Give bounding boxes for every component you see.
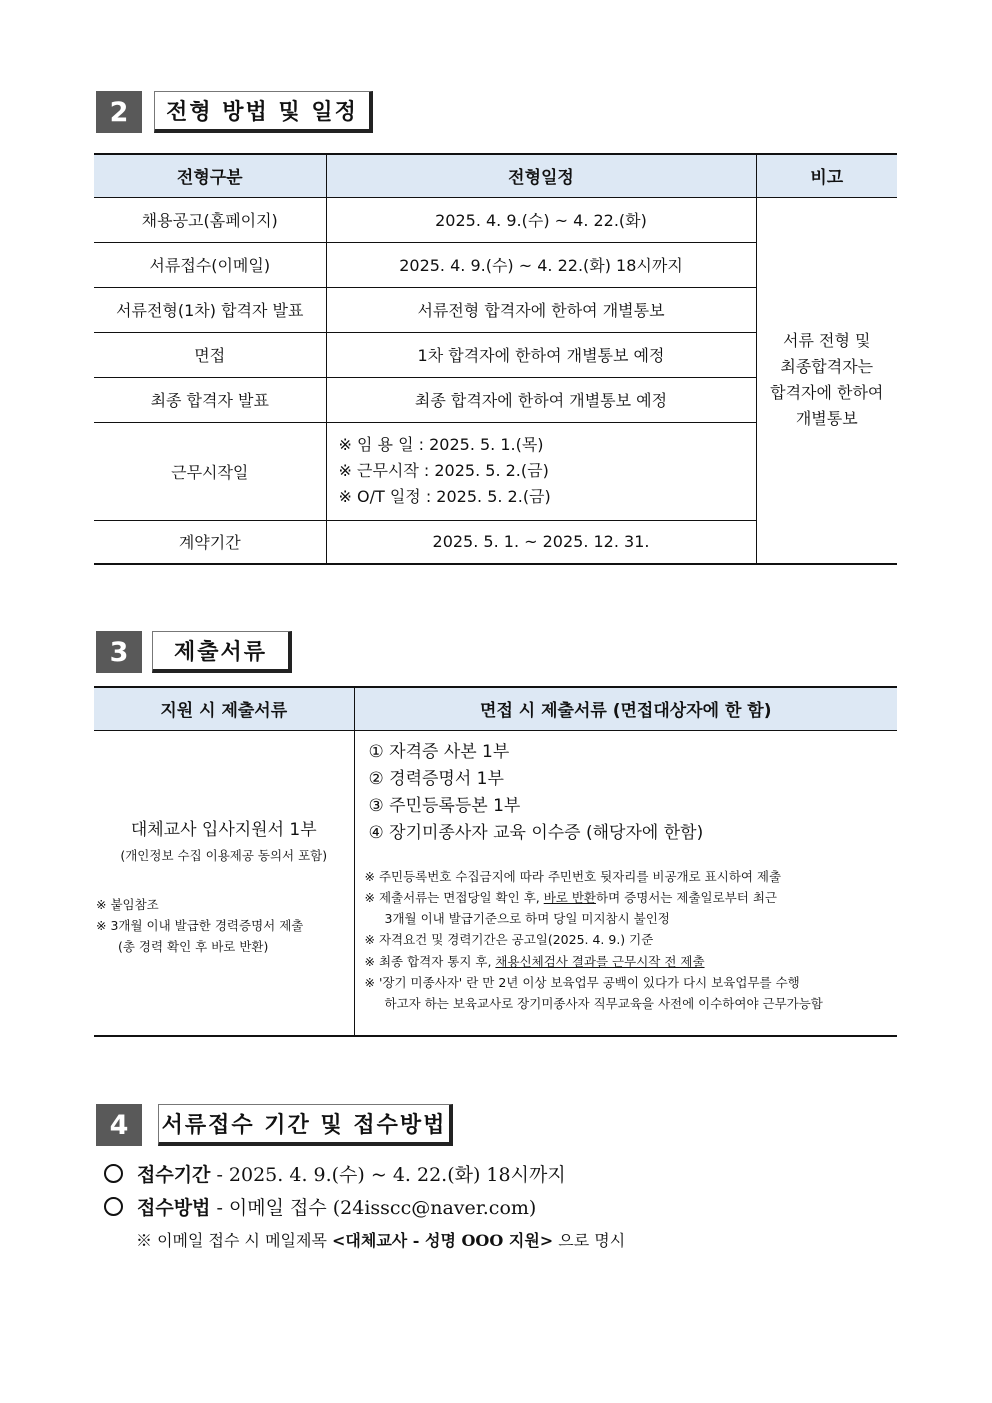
row-category: 계약기간: [94, 520, 326, 564]
section-number: 3: [96, 631, 142, 673]
header-remark: 비고: [756, 154, 897, 197]
note-line: ※ 주민등록번호 수집금지에 따라 주민번호 뒷자리를 비공개로 표시하여 제출: [364, 868, 782, 884]
apply-note: ※ 3개월 이내 발급한 경력증명서 제출: [96, 917, 304, 933]
circle-bullet-icon: [104, 1164, 123, 1183]
list-item: ② 경력증명서 1부: [368, 768, 504, 789]
label: 접수기간: [137, 1164, 211, 1186]
note-underline: 바로 반환: [543, 889, 596, 905]
header-interview-docs: 면접 시 제출서류 (면접대상자에 한 함): [354, 687, 897, 730]
value: - 이메일 접수 (24isscc@naver.com): [210, 1197, 537, 1219]
documents-table: [94, 686, 897, 1037]
apply-note: ※ 붙임참조: [96, 896, 159, 912]
section-title: 서류접수 기간 및 접수방법: [158, 1104, 453, 1146]
receipt-period: [104, 1160, 566, 1187]
schedule-table: [94, 153, 897, 565]
receipt-method: [104, 1193, 536, 1220]
section-title: 전형 방법 및 일정: [154, 91, 373, 133]
row-schedule: 2025. 5. 1. ~ 2025. 12. 31.: [326, 520, 756, 564]
row-schedule: 최종 합격자에 한하여 개별통보 예정: [326, 377, 756, 422]
list-item: ① 자격증 사본 1부: [368, 741, 510, 762]
work-start-line: ※ O/T 일정 : 2025. 5. 2.(금): [338, 487, 551, 506]
section-title: 제출서류: [152, 631, 292, 673]
apply-note: (총 경력 확인 후 바로 반환): [118, 938, 269, 954]
note-text: ※ 제출서류는 면접당일 확인 후,: [364, 889, 544, 905]
email-note: [136, 1228, 625, 1251]
apply-sub: (개인정보 수집 이용제공 동의서 포함): [120, 847, 328, 863]
note-line: 하고자 하는 보육교사로 장기미종사자 직무교육을 사전에 이수하여야 근무가능함: [384, 996, 823, 1012]
interview-items: [355, 739, 898, 847]
row-category: 근무시작일: [94, 422, 326, 520]
note-line: ※ '장기 미종사자' 란 만 2년 이상 보육업무 공백이 있다가 다시 보육업무를 수행: [364, 974, 800, 990]
section-4-heading: [96, 1104, 453, 1146]
row-schedule: 1차 합격자에 한하여 개별통보 예정: [326, 332, 756, 377]
note-line: 3개월 이내 발급기준으로 하며 당일 미지참시 불인정: [384, 911, 670, 927]
work-start-schedule: [326, 422, 756, 520]
apply-notes: [94, 894, 354, 957]
note-line: ※ 자격요건 및 경력기간은 공고일(2025. 4. 9.) 기준: [364, 932, 654, 948]
section-number: 4: [96, 1104, 142, 1146]
header-apply-docs: 지원 시 제출서류: [94, 687, 354, 730]
apply-docs-cell: [94, 730, 354, 1036]
section-number: 2: [96, 91, 142, 133]
note-bold: <대체교사 - 성명 OOO 지원>: [332, 1231, 554, 1250]
work-start-line: ※ 근무시작 : 2025. 5. 2.(금): [338, 461, 549, 480]
row-schedule: 2025. 4. 9.(수) ~ 4. 22.(화): [326, 197, 756, 242]
header-category: 전형구분: [94, 154, 326, 197]
work-start-line: ※ 임 용 일 : 2025. 5. 1.(목): [338, 435, 544, 454]
row-schedule: 2025. 4. 9.(수) ~ 4. 22.(화) 18시까지: [326, 242, 756, 287]
header-schedule: 전형일정: [326, 154, 756, 197]
circle-bullet-icon: [104, 1197, 123, 1216]
note-underline: 채용신체검사 결과를 근무시작 전 제출: [495, 953, 705, 969]
remark-cell: [756, 197, 897, 564]
note-line: [365, 887, 898, 908]
note-text: 하며 증명서는 제출일로부터 최근: [596, 889, 777, 905]
remark-line: 개별통보: [795, 409, 858, 429]
interview-notes: [355, 866, 898, 1015]
row-category: 최종 합격자 발표: [94, 377, 326, 422]
list-item: ③ 주민등록등본 1부: [368, 795, 521, 816]
remark-line: 최종합격자는: [780, 357, 874, 377]
row-category: 서류전형(1차) 합격자 발표: [94, 287, 326, 332]
list-item: ④ 장기미종사자 교육 이수증 (해당자에 한함): [368, 822, 704, 843]
note-text: ※ 이메일 접수 시 메일제목: [136, 1231, 332, 1250]
row-category: 서류접수(이메일): [94, 242, 326, 287]
row-category: 면접: [94, 332, 326, 377]
section-3-heading: [96, 631, 292, 673]
interview-docs-cell: [354, 730, 897, 1036]
apply-main: 대체교사 입사지원서 1부: [130, 819, 317, 840]
row-schedule: 서류전형 합격자에 한하여 개별통보: [326, 287, 756, 332]
note-line: [365, 951, 898, 972]
section-2-heading: [96, 91, 373, 133]
remark-line: 서류 전형 및: [783, 331, 871, 351]
value: - 2025. 4. 9.(수) ~ 4. 22.(화) 18시까지: [210, 1164, 566, 1186]
note-text: 으로 명시: [553, 1231, 626, 1250]
label: 접수방법: [137, 1197, 211, 1219]
note-text: ※ 최종 합격자 통지 후,: [364, 953, 496, 969]
row-category: 채용공고(홈페이지): [94, 197, 326, 242]
remark-line: 합격자에 한하여: [770, 383, 884, 403]
